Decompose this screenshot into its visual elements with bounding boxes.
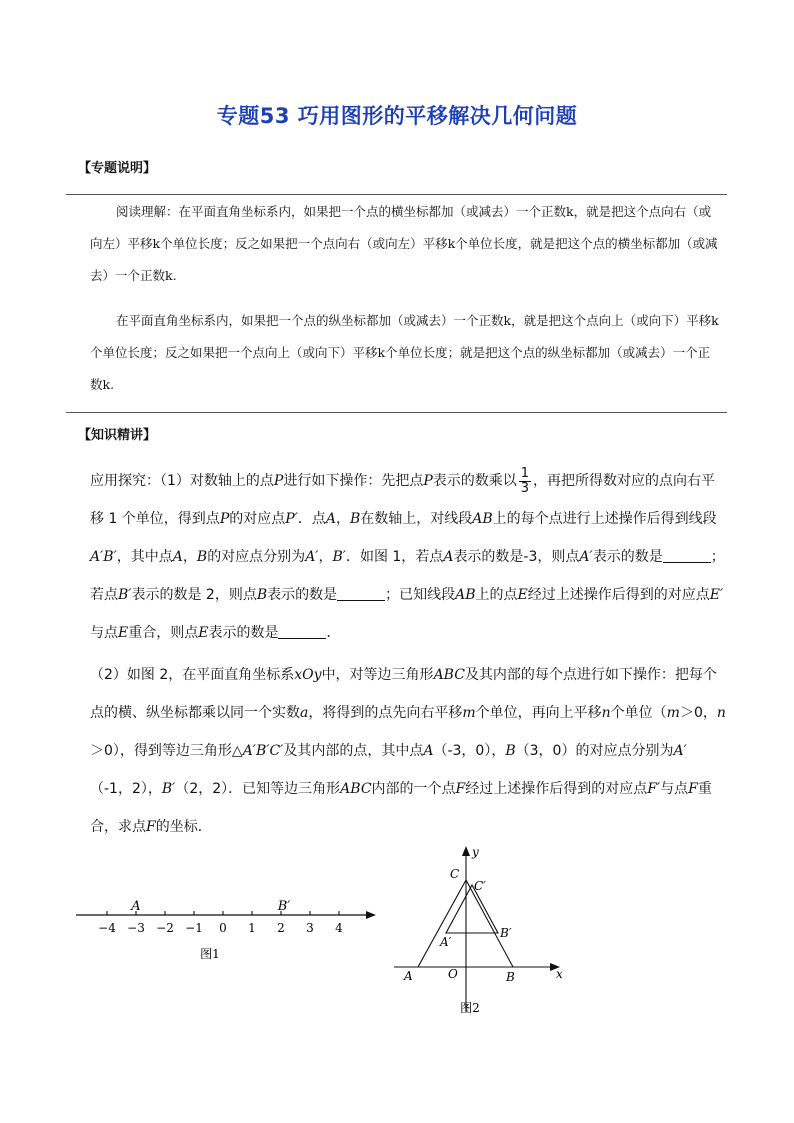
tick-label: −4	[98, 921, 116, 935]
question-1: 应用探究：（1）对数轴上的点P进行如下操作：先把点P表示的数乘以 $\frac{1}{3}$ ，再把所得数对应的点向右平移 1 个单位，得到点P的对应点P′．点A，B在数轴上，对线段AB上的每个点进行上述操作后得到线段A′B′，其中点A，B的对应点分别为A′，B′．如图 1，若点A表示的数是-3，则点A′表示的数是 ；若点B′表示的数是 2，则点B表示的数是 ；已知线段AB上的点E经过上述操作后得到的对应点E′与点E重合，则点E表示的数是 ．	[90, 465, 725, 641]
page-title: 专题53 巧用图形的平移解决几何问题	[216, 104, 578, 128]
section-heading-explanation: 【专题说明】	[78, 161, 157, 176]
tick-label: 1	[248, 921, 256, 935]
axis-label-x: x	[556, 967, 563, 981]
question-2: （2）如图 2，在平面直角坐标系xOy中，对等边三角形ABC及其内部的每个点进行如下操作：把每个点的横、纵坐标都乘以同一个实数a，将得到的点先向右平移m个单位，再向上平移n个单位（m＞0，n＞0），得到等边三角形△A′B′C′及其内部的点，其中点A（-3，0），B（3，0）的对应点分别为A′（-1，2），B′（2，2）．已知等边三角形ABC内部的一个点F经过上述操作后得到的对应点F′与点F重合，求点F的坐标．	[90, 667, 726, 835]
y-axis-arrow-icon	[462, 846, 470, 856]
answer-blank-2[interactable]	[337, 586, 385, 601]
divider	[66, 412, 727, 413]
point-label-C-prime: C′	[474, 879, 486, 893]
tick-label: −2	[156, 921, 174, 935]
point-label-B: B	[506, 970, 515, 984]
tick-label: −3	[127, 921, 145, 935]
number-line-arrow-icon	[366, 911, 376, 919]
figure-1-number-line	[70, 890, 390, 970]
answer-blank-1[interactable]	[663, 548, 711, 563]
divider	[66, 194, 727, 195]
point-label-A: A	[131, 899, 141, 914]
tick-label: 4	[335, 921, 343, 935]
figure-1-caption: 图1	[200, 947, 220, 961]
point-label-A: A	[404, 969, 413, 983]
figure-2-coordinate-plane	[388, 840, 578, 1022]
explanation-paragraph-2: 在平面直角坐标系内，如果把一个点的纵坐标都加（或减去）一个正数k，就是把这个点向上（或向下）平移k个单位长度；反之如果把一个点向上（或向下）平移k个单位长度；就是把这个点的纵坐标都加（或减去）一个正数k.	[90, 313, 719, 392]
section-heading-knowledge: 【知识精讲】	[78, 428, 157, 443]
explanation-paragraph-1: 阅读理解：在平面直角坐标系内，如果把一个点的横坐标都加（或减去）一个正数k，就是把这个点向右（或向左）平移k个单位长度；反之如果把一个点向右（或向左）平移k个单位长度，就是把这个点的横坐标都加（或减去）一个正数k.	[90, 204, 718, 283]
axis-label-y: y	[472, 845, 479, 859]
tick-label: −1	[185, 921, 203, 935]
answer-blank-3[interactable]	[278, 624, 326, 639]
tick-label: 2	[277, 921, 285, 935]
tick-label: 0	[219, 921, 227, 935]
point-label-C: C	[450, 867, 460, 881]
point-label-O: O	[448, 967, 458, 981]
tick-label: 3	[306, 921, 314, 935]
point-label-A-prime: A′	[440, 935, 452, 949]
fraction-one-third: $\frac{1}{3}$	[520, 465, 530, 496]
figure-2-caption: 图2	[460, 1001, 480, 1015]
point-label-B-prime: B′	[277, 899, 291, 914]
point-label-B-prime: B′	[500, 926, 512, 940]
